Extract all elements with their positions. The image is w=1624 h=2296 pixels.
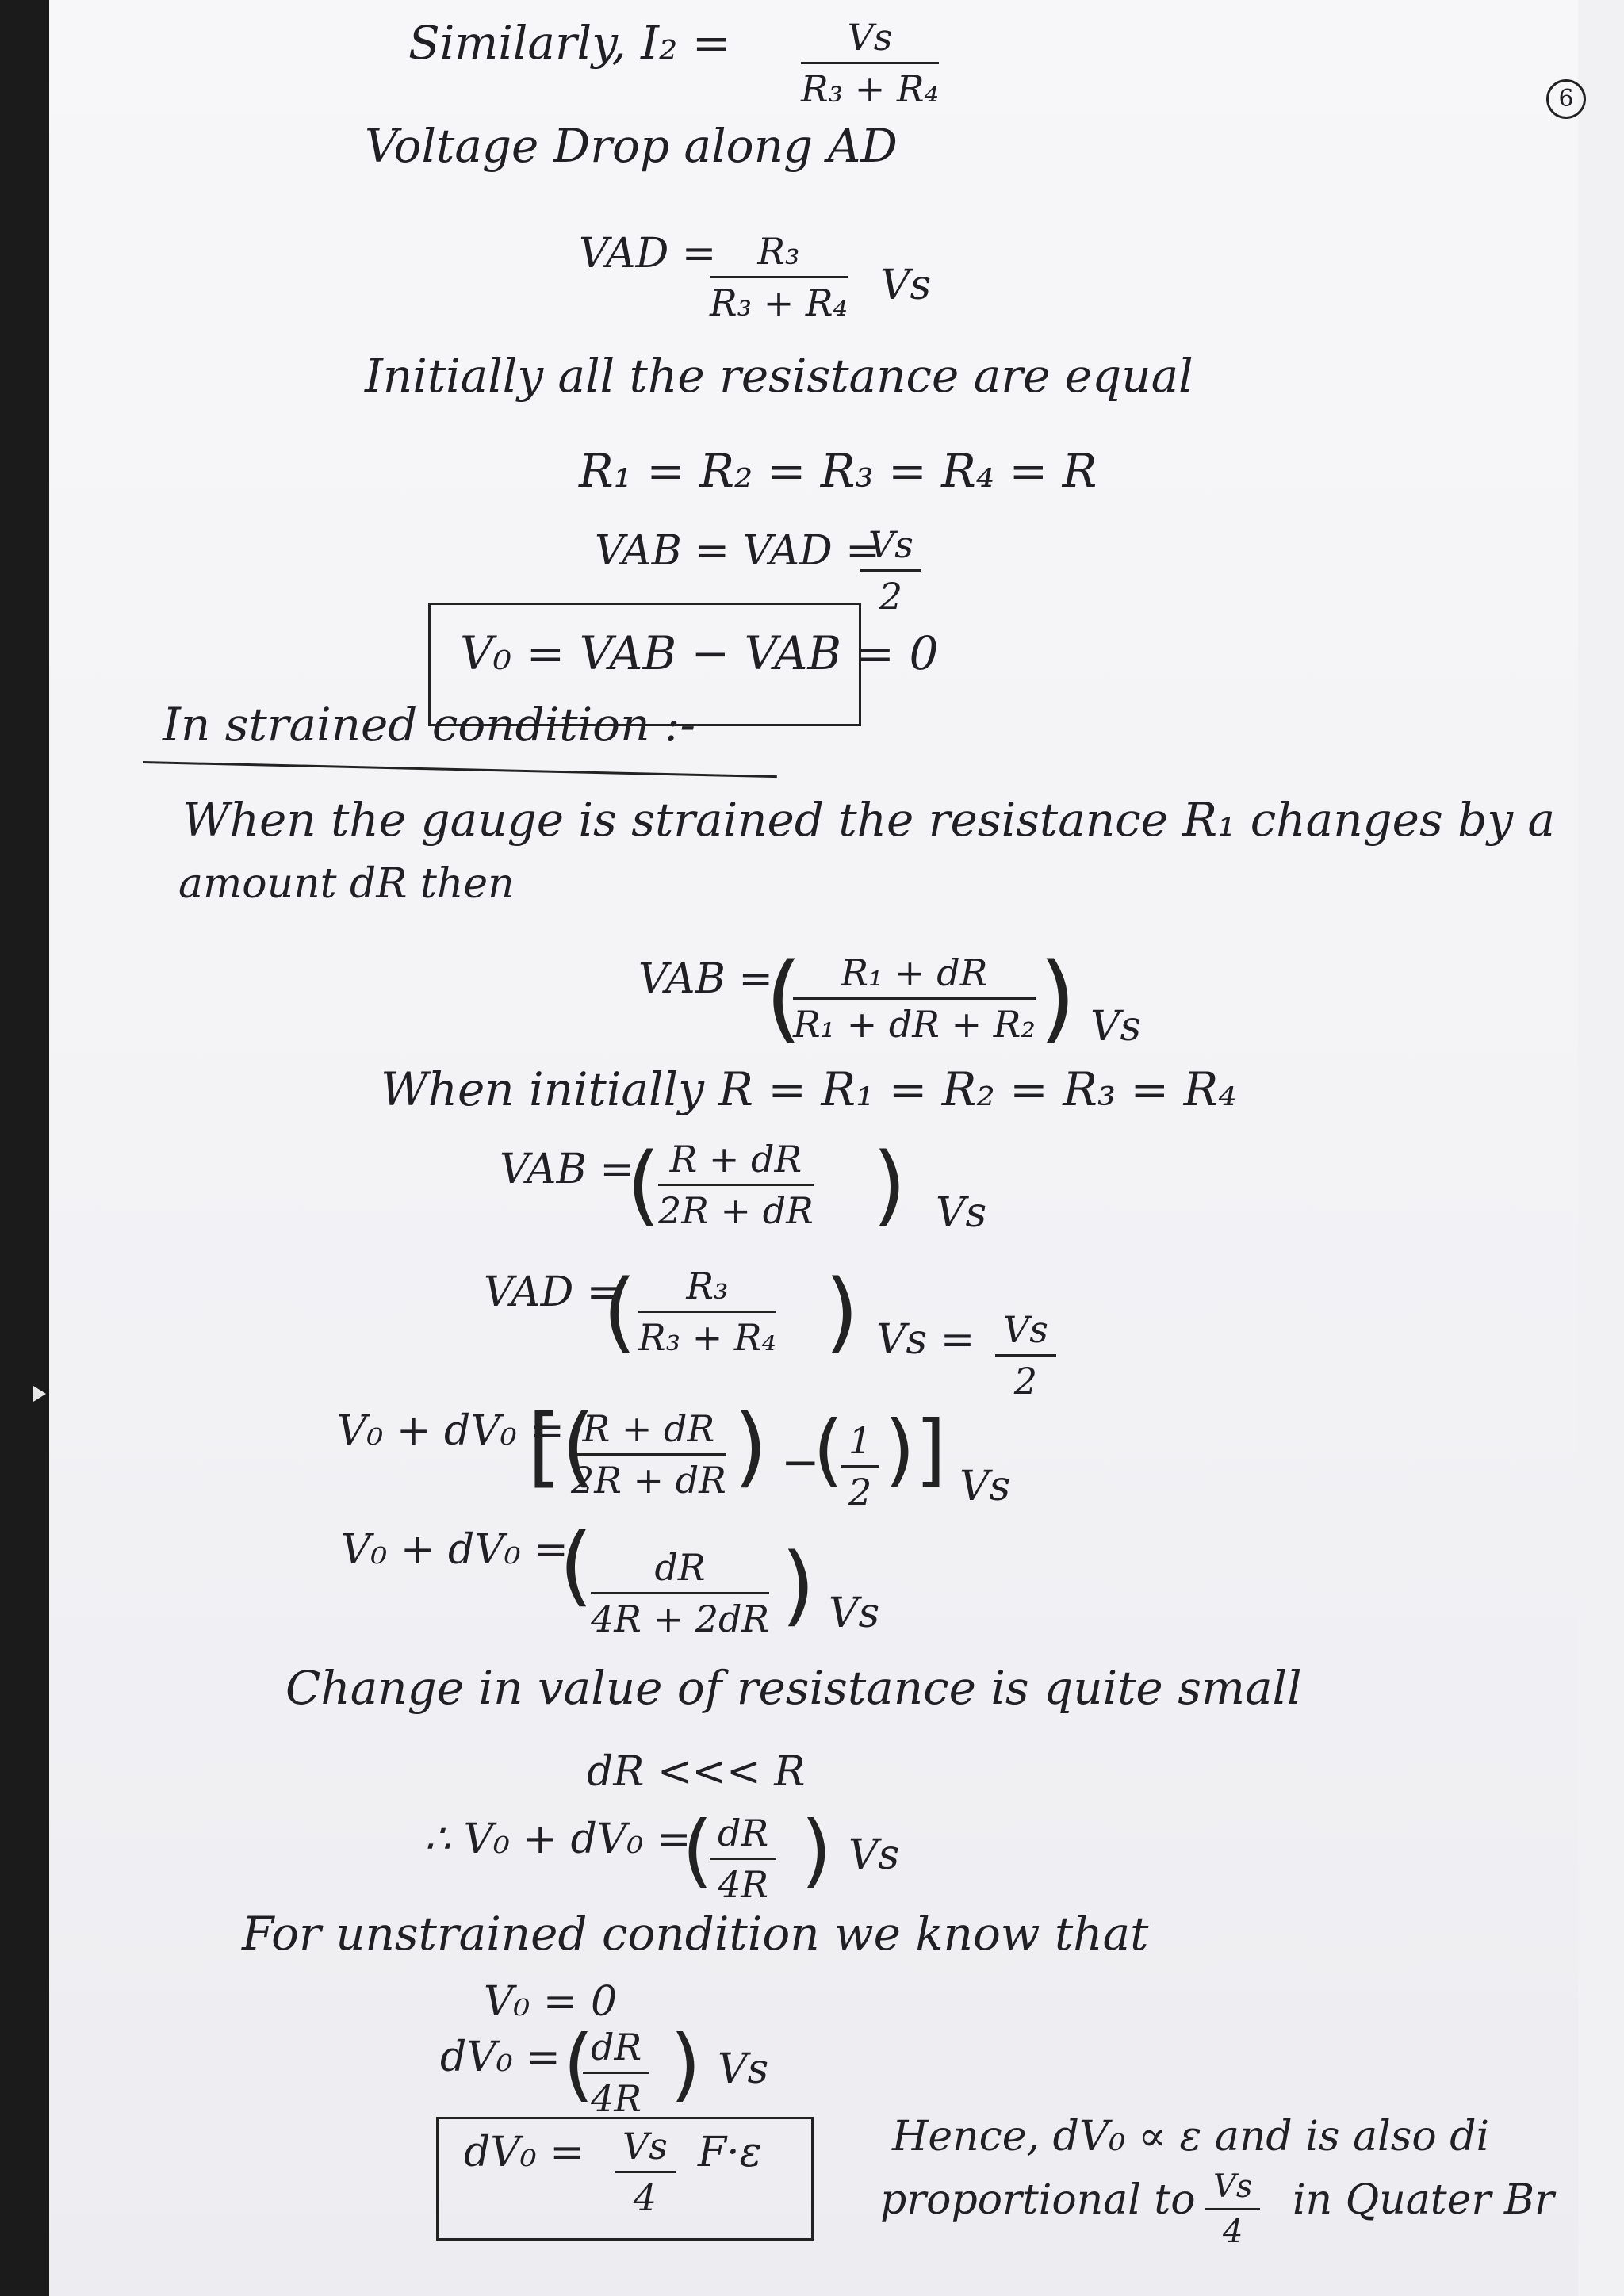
fraction-half [841, 1419, 879, 1513]
page-edge [1578, 0, 1624, 2296]
fraction-vs-4b [1205, 2168, 1260, 2250]
bracket-close: )] [884, 1403, 947, 1496]
paren-close: ) [1039, 943, 1076, 1054]
eq-all-r-equal: R₁ = R₂ = R₃ = R₄ = R [579, 444, 1097, 498]
eq-dr-much-less: dR <<< R [587, 1748, 806, 1796]
fraction-vad [710, 230, 848, 324]
fraction-den: R₃ + R₄ [801, 67, 939, 110]
fraction-num: Vs [801, 16, 939, 64]
paren-close: ) [872, 1134, 906, 1235]
eq-vab-strained-lhs: VAB = [638, 955, 773, 1003]
fraction-den: 2R + dR [658, 1189, 814, 1232]
text-proportional: proportional to [880, 2176, 1196, 2224]
fraction-vab-strained [793, 951, 1036, 1046]
fraction-den: 4R [591, 2077, 642, 2120]
fraction-num: dR [710, 1812, 776, 1860]
fraction-den: R₃ + R₄ [710, 281, 848, 324]
fraction-num: R + dR [658, 1138, 814, 1186]
eq-vad-lhs: VAD = [579, 230, 717, 277]
text-change-small: Change in value of resistance is quite small [285, 1661, 1302, 1715]
eq-vad-initial-lhs: VAD = [484, 1269, 622, 1316]
eq-vad-rhs: Vs [880, 262, 932, 309]
eq-therefore-lhs: ∴ V₀ + dV₀ = [424, 1816, 691, 1863]
fraction-den: 4 [633, 2176, 657, 2219]
eq-dv0-lhs: dV₀ = [440, 2034, 561, 2081]
fraction-num: Vs [615, 2125, 676, 2173]
line-similarly: Similarly, I₂ = [408, 16, 731, 70]
minus-sign: − [781, 1435, 820, 1489]
fraction-num: R₁ + dR [793, 951, 1036, 1000]
heading-voltage-drop: Voltage Drop along AD [365, 119, 898, 173]
fraction-den: 4 [1222, 2214, 1243, 2250]
fraction-vad-initial [638, 1265, 776, 1359]
text-hence: Hence, dV₀ ∝ ε and is also di [892, 2113, 1490, 2160]
heading-strained: In strained condition :- [163, 698, 696, 752]
fraction-v0dv0-a [571, 1407, 726, 1502]
fraction-num: R₃ [638, 1265, 776, 1313]
eq-v0-zero: V₀ = VAB − VAB = 0 [460, 626, 939, 680]
eq-final-lhs: dV₀ = [464, 2129, 584, 2176]
text-amount-dr: amount dR then [178, 860, 515, 908]
fraction-num: dR [591, 1546, 769, 1594]
page-number: 6 [1546, 79, 1586, 119]
fraction-den: R₃ + R₄ [638, 1316, 776, 1359]
eq-final-rhs: F·ε [698, 2129, 762, 2176]
paren-close: ) [733, 1395, 768, 1497]
paren-close: ) [670, 2018, 702, 2110]
paren-open: ( [765, 943, 802, 1054]
paren-open: ( [813, 1403, 845, 1496]
eq-v0dv0-rhs-a: Vs [959, 1463, 1011, 1510]
eq-vab-initial-lhs: VAB = [500, 1146, 634, 1193]
text-quarter-bridge: in Quater Br [1293, 2176, 1554, 2224]
paren-open: ( [603, 1261, 637, 1362]
fraction-v0dv0-b [591, 1546, 769, 1640]
paren-open: ( [559, 1514, 593, 1616]
margin-mark [33, 1386, 46, 1402]
fraction-num: R + dR [571, 1407, 726, 1456]
text-when-initially: When initially R = R₁ = R₂ = R₃ = R₄ [381, 1062, 1237, 1116]
fraction-vs-4 [615, 2125, 676, 2219]
eq-vab-vad-lhs: VAB = VAD = [595, 527, 880, 575]
eq-therefore-rhs: Vs [848, 1831, 900, 1879]
eq-dv0-rhs: Vs [718, 2045, 769, 2093]
paren-open: ( [626, 1134, 661, 1235]
eq-vab-initial-rhs: Vs [936, 1189, 987, 1237]
fraction-vs-2 [860, 523, 921, 618]
eq-v0-equals-zero: V₀ = 0 [484, 1978, 618, 2026]
fraction-den: R₁ + dR + R₂ [793, 1003, 1036, 1046]
eq-v0dv0-lhs-a: V₀ + dV₀ = [337, 1407, 565, 1455]
text-unstrained: For unstrained condition we know that [242, 1907, 1149, 1961]
text-initially-equal: Initially all the resistance are equal [365, 349, 1193, 403]
fraction-den: 2 [879, 575, 903, 618]
fraction-den: 4R + 2dR [591, 1598, 770, 1640]
fraction-num: Vs [995, 1308, 1056, 1357]
paren-close: ) [825, 1261, 859, 1362]
eq-vad-initial-rhs: Vs = [876, 1316, 975, 1364]
fraction-vab-initial [658, 1138, 814, 1232]
paren-open: ( [682, 1804, 714, 1896]
fraction-i2 [801, 16, 939, 110]
text-gauge-strained: When the gauge is strained the resistance R₁ changes by a [182, 793, 1556, 847]
fraction-num: R₃ [710, 230, 848, 278]
fraction-den: 2R + dR [571, 1459, 726, 1502]
fraction-vs-2b [995, 1308, 1056, 1402]
fraction-den: 4R [718, 1863, 768, 1906]
fraction-dv0 [583, 2026, 649, 2120]
fraction-num: dR [583, 2026, 649, 2074]
paren-close: ) [781, 1534, 815, 1636]
eq-v0dv0-rhs-b: Vs [829, 1590, 880, 1637]
eq-vab-strained-rhs: Vs [1090, 1003, 1142, 1050]
fraction-dr-4r [710, 1812, 776, 1906]
fraction-num: 1 [841, 1419, 879, 1468]
eq-v0dv0-lhs-b: V₀ + dV₀ = [341, 1526, 569, 1574]
fraction-den: 2 [1013, 1360, 1038, 1402]
fraction-num: Vs [860, 523, 921, 572]
fraction-den: 2 [848, 1471, 872, 1513]
paren-close: ) [801, 1804, 833, 1896]
bracket-open: [( [527, 1395, 596, 1497]
fraction-num: Vs [1205, 2168, 1260, 2210]
paren-open: ( [563, 2018, 595, 2110]
